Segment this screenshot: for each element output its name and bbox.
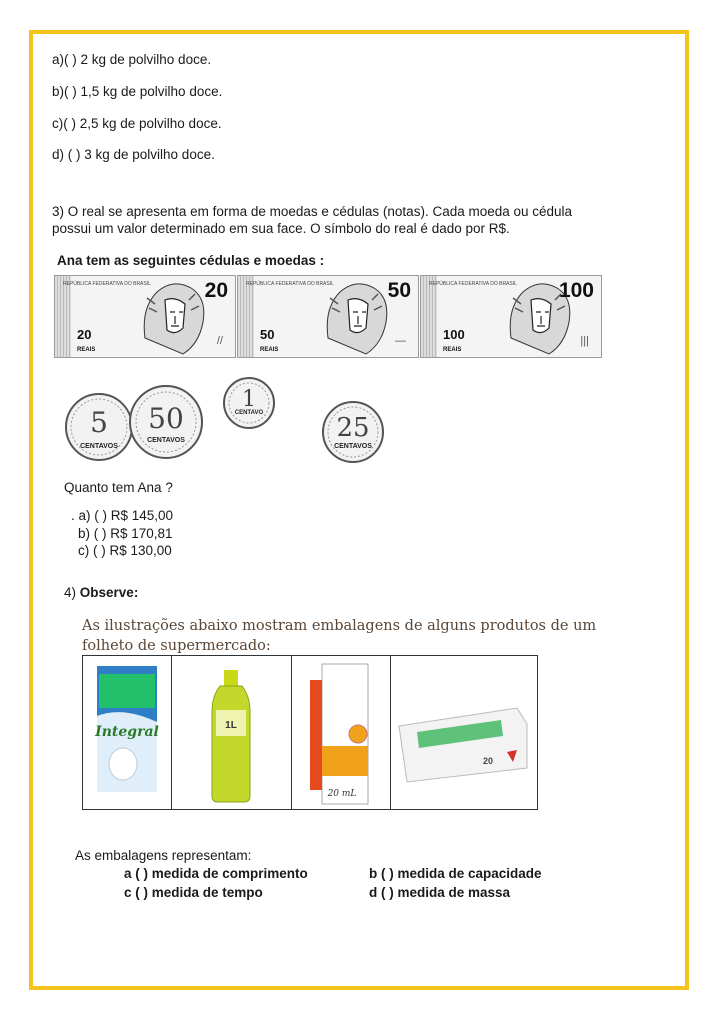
- detergent-bottle-icon: [172, 656, 291, 810]
- coin-value: 1: [242, 387, 256, 412]
- q2-option-c: c)( ) 2,5 kg de polvilho doce.: [52, 116, 222, 131]
- product-text: 1L: [225, 720, 237, 731]
- q4-label: Observe:: [79, 585, 139, 600]
- note-currency: REAIS: [77, 347, 96, 353]
- note-currency: REAIS: [260, 347, 279, 353]
- q4-intro-line1: As ilustrações abaixo mostram embalagens de alguns produtos de um: [82, 618, 597, 634]
- product-text: Integral: [95, 724, 159, 740]
- note-small-value: 20: [77, 327, 92, 342]
- coin-5-centavos: [64, 392, 134, 462]
- q3-option-a: . a) ( ) R$ 145,00: [71, 508, 174, 523]
- q4-choice-a: a ( ) medida de comprimento: [124, 866, 308, 881]
- note-header: REPÚBLICA FEDERATIVA DO BRASIL: [429, 281, 517, 287]
- note-currency: REAIS: [443, 347, 462, 353]
- q2-option-a: a)( ) 2 kg de polvilho doce.: [52, 52, 212, 67]
- q4-heading: [64, 585, 138, 600]
- q3-option-b: b) ( ) R$ 170,81: [78, 526, 173, 541]
- q3-heading: Ana tem as seguintes cédulas e moedas :: [57, 253, 325, 268]
- coin-value: 25: [336, 413, 370, 443]
- effigy-icon: [320, 278, 394, 358]
- banknote-100: [420, 275, 602, 358]
- banknote-20: [54, 275, 236, 358]
- q4-choice-c: c ( ) medida de tempo: [124, 885, 263, 900]
- coin-label: CENTAVOS: [147, 437, 185, 444]
- q3-question: Quanto tem Ana ?: [64, 480, 173, 495]
- milk-carton-icon: [83, 656, 171, 810]
- q3-text-line2: possui um valor determinado em sua face. O símbolo do real é dado por R$.: [52, 221, 510, 236]
- medicine-box-icon: [292, 656, 390, 810]
- q4-choice-d: d ( ) medida de massa: [369, 885, 511, 900]
- q4-represent-label: As embalagens representam:: [75, 848, 252, 863]
- q2-option-d: d) ( ) 3 kg de polvilho doce.: [52, 147, 215, 162]
- coin-1-centavo: [222, 376, 276, 430]
- note-border-pattern: [421, 276, 437, 357]
- q4-intro-line2: folheto de supermercado:: [82, 638, 271, 654]
- banknote-50: [237, 275, 419, 358]
- product-text: 20: [483, 756, 494, 766]
- coin-label: CENTAVOS: [80, 443, 118, 450]
- note-small-value: 50: [260, 327, 275, 342]
- note-mark: —: [395, 335, 406, 347]
- coin-value: 5: [90, 406, 108, 439]
- product-cell-medicine: [292, 656, 391, 809]
- products-table: [82, 655, 538, 810]
- q3-option-c: c) ( ) R$ 130,00: [78, 543, 172, 558]
- coin-value: 50: [148, 402, 184, 435]
- note-value: 100: [558, 279, 594, 302]
- note-header: REPÚBLICA FEDERATIVA DO BRASIL: [63, 281, 151, 287]
- note-border-pattern: [55, 276, 71, 357]
- coin-label: CENTAVO: [234, 410, 264, 416]
- product-text: 20 mL: [327, 789, 357, 799]
- coin-label: CENTAVOS: [334, 443, 372, 450]
- product-cell-milk: [83, 656, 172, 809]
- note-mark: |||: [580, 335, 589, 347]
- q4-number: 4): [64, 585, 77, 600]
- note-value: 20: [204, 279, 228, 302]
- product-cell-detergent: [172, 656, 292, 809]
- note-mark: //: [216, 335, 223, 347]
- note-header: REPÚBLICA FEDERATIVA DO BRASIL: [246, 281, 334, 287]
- q3-text-line1: 3) O real se apresenta em forma de moedas e cédulas (notas). Cada moeda ou cédula: [52, 204, 573, 219]
- q4-choice-b: b ( ) medida de capacidade: [369, 866, 542, 881]
- note-small-value: 100: [443, 327, 465, 342]
- q2-option-b: b)( ) 1,5 kg de polvilho doce.: [52, 84, 223, 99]
- note-value: 50: [387, 279, 411, 302]
- medicine-pack-icon: [391, 656, 537, 810]
- note-border-pattern: [238, 276, 254, 357]
- product-cell-pills: [391, 656, 537, 809]
- effigy-icon: [137, 278, 211, 358]
- coin-25-centavos: [321, 400, 385, 464]
- coin-50-centavos: [128, 384, 204, 460]
